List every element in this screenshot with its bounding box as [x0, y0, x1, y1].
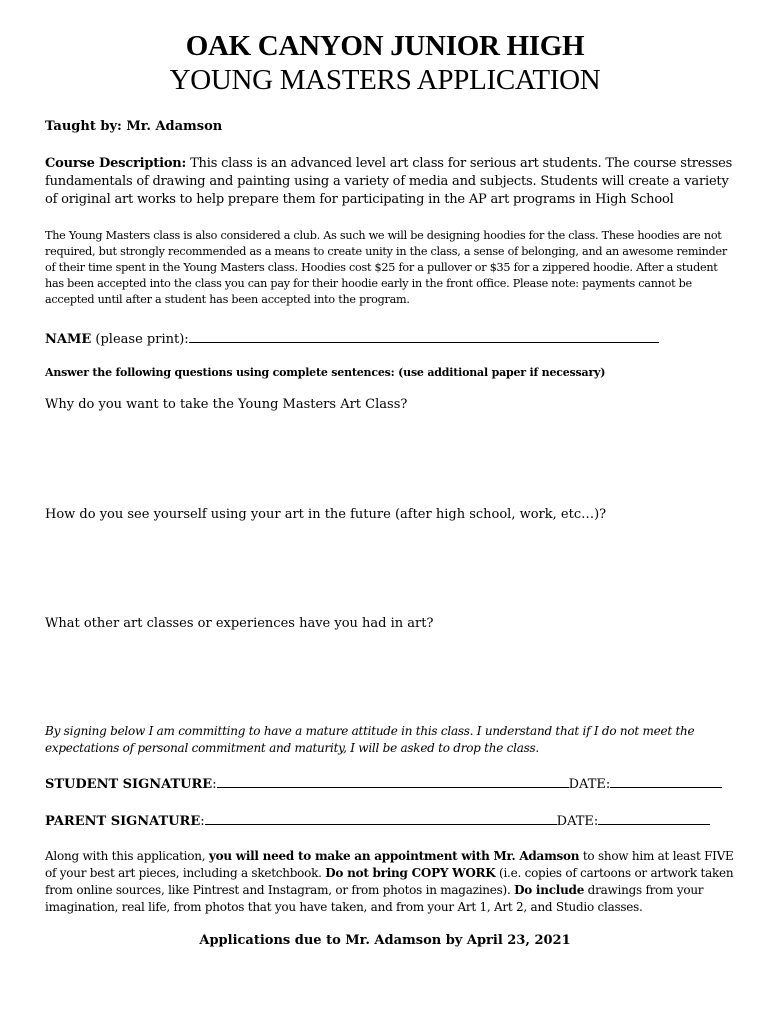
student-signature-label: STUDENT SIGNATURE [45, 777, 213, 792]
club-paragraph: The Young Masters class is also considered a club. As such we will be designing hoodies for the class. These hoodies are not required, but strongly recommended as a means to create unity in the class, a sense of belonging, and an awesome reminder of their time spent in the Young Masters class. Hoodies cost $25 for a pullover or $35 for a zippered hoodie. After a student has been accepted into the class you can pay for their hoodie early in the front office. Please note: payments cannot be accepted until after a student has been accepted into the program. [45, 229, 727, 306]
student-date-label: DATE: [568, 777, 611, 792]
appointment-text-4: drawings from your imagination, real life, from photos that you have taken, and from your Art 1, Art 2, and Studio classes. [45, 883, 704, 914]
appointment-text-2: to show him at least FIVE of your best art pieces, including a sketchbook. [45, 849, 734, 880]
appointment-text-1: Along with this application, [45, 849, 209, 863]
name-label: NAME [45, 332, 92, 347]
commitment-text: By signing below I am committing to have a mature attitude in this class. I understand that if I do not meet the expectations of personal commitment and maturity, I will be asked to drop the class. [45, 724, 695, 755]
appointment-emphasis-1: you will need to make an appointment with Mr. Adamson [208, 849, 580, 863]
student-signature-line[interactable] [217, 774, 569, 788]
commitment-statement [45, 723, 735, 757]
name-input-line[interactable] [189, 329, 659, 343]
appointment-emphasis-2: Do not bring COPY WORK [325, 866, 496, 880]
student-signature-colon: : [212, 777, 217, 792]
student-date-line[interactable] [610, 774, 722, 788]
course-description-text: This class is an advanced level art class for serious art students. The course stresses fundamentals of drawing and painting using a variety of media and subjects. Students will create a variety of original art works to help prepare them for participating in the AP art programs in High School [45, 156, 733, 207]
name-row [45, 329, 735, 349]
instructor-line [45, 118, 735, 136]
appointment-paragraph [45, 848, 735, 916]
parent-date-line[interactable] [598, 811, 710, 825]
parent-signature-label: PARENT SIGNATURE [45, 814, 201, 829]
due-date: Applications due to Mr. Adamson by April 23, 2021 [199, 933, 571, 948]
parent-date-label: DATE: [556, 814, 599, 829]
form-title: YOUNG MASTERS APPLICATION [169, 64, 601, 96]
instructor-text: Taught by: Mr. Adamson [45, 119, 223, 134]
parent-signature-colon: : [200, 814, 205, 829]
appointment-text-3: (i.e. copies of cartoons or artwork taken from online sources, like Pintrest and Instagram, or from photos in magazines). [45, 866, 734, 897]
parent-signature-line[interactable] [205, 811, 557, 825]
question-1: Why do you want to take the Young Masters Art Class? [45, 397, 408, 412]
course-description [45, 155, 735, 209]
question-2: How do you see yourself using your art in the future (after high school, work, etc…)? [45, 507, 607, 522]
school-name: OAK CANYON JUNIOR HIGH [185, 30, 585, 62]
student-signature-row [45, 774, 735, 794]
parent-signature-row [45, 811, 735, 831]
name-hint: (please print): [91, 332, 189, 347]
appointment-emphasis-3: Do include [514, 883, 585, 897]
question-3: What other art classes or experiences have you had in art? [45, 616, 434, 631]
course-description-label: Course Description: [45, 156, 187, 171]
answer-instructions: Answer the following questions using complete sentences: (use additional paper if necessary) [45, 366, 606, 379]
